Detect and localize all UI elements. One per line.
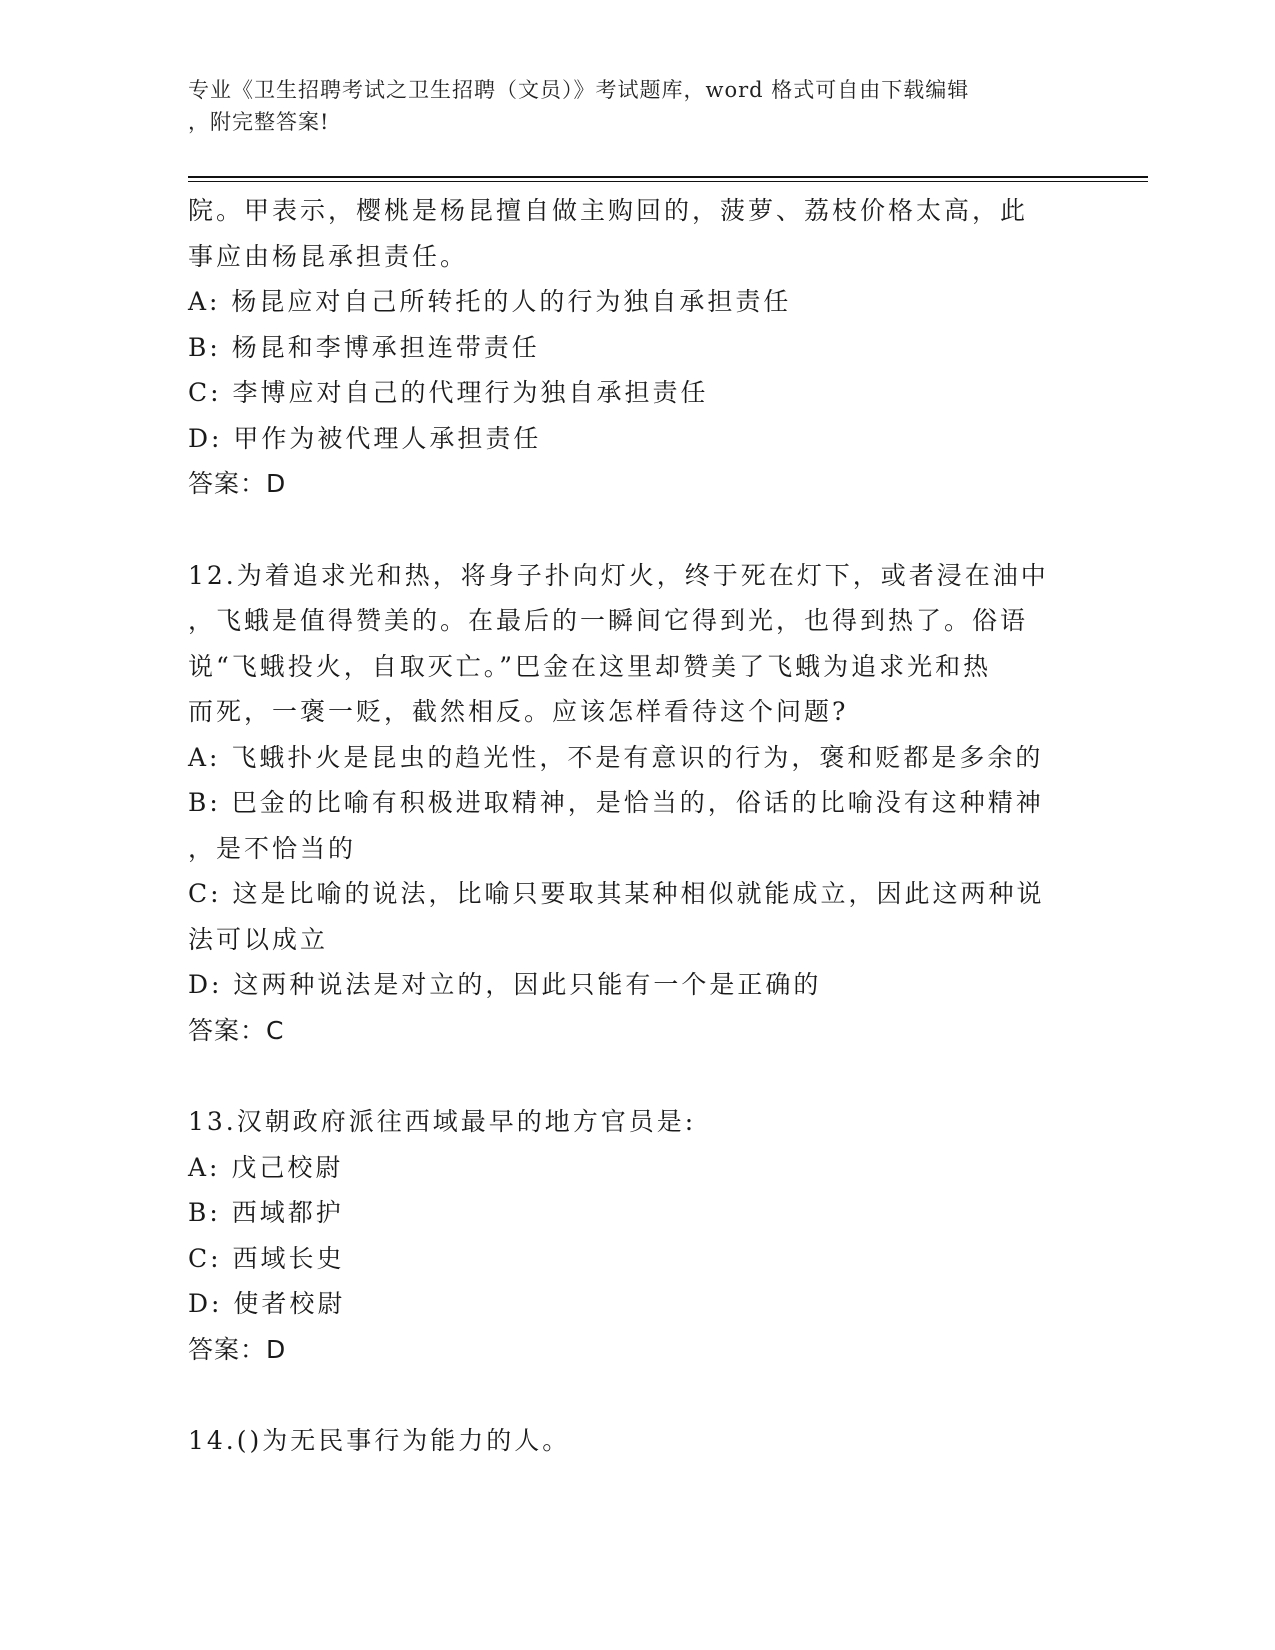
- option-b: B: 西域都护: [188, 1198, 344, 1227]
- option-b: B: 巴金的比喻有积极进取精神，是恰当的，俗话的比喻没有这种精神: [188, 788, 1044, 817]
- question-text-line: 14.()为无民事行为能力的人。: [188, 1426, 571, 1455]
- option-c: C: 西域长史: [188, 1243, 345, 1273]
- option-a: A: 杨昆应对自己所转托的人的行为独自承担责任: [188, 287, 792, 316]
- answer-line: 答案：D: [188, 1334, 287, 1364]
- question-text-line: 说“飞蛾投火，自取灭亡。”巴金在这里却赞美了飞蛾为追求光和热: [188, 651, 992, 681]
- answer-line: 答案：C: [188, 1015, 285, 1045]
- question-12: [188, 553, 1088, 1054]
- question-text-line: 事应由杨昆承担责任。: [188, 241, 469, 271]
- spacer: [188, 507, 1088, 553]
- option-c: C: 这是比喻的说法，比喻只要取其某种相似就能成立，因此这两种说: [188, 879, 1045, 908]
- question-text-line: 院。甲表示，樱桃是杨昆擅自做主购回的，菠萝、荔枝价格太高，此: [188, 196, 1029, 225]
- option-a: A: 戊己校尉: [188, 1152, 344, 1182]
- header-title-line-2: ，附完整答案!: [188, 110, 330, 134]
- question-text-line: 而死，一褒一贬，截然相反。应该怎样看待这个问题?: [188, 697, 849, 726]
- question-14: [188, 1418, 1088, 1464]
- spacer: [188, 1053, 1088, 1099]
- option-c-continued: 法可以成立: [188, 924, 329, 954]
- question-11: [188, 188, 1088, 507]
- answer-line: 答案：D: [188, 469, 287, 498]
- option-a: A: 飞蛾扑火是昆虫的趋光性，不是有意识的行为，褒和贬都是多余的: [188, 742, 1044, 772]
- option-d: D: 甲作为被代理人承担责任: [188, 423, 542, 453]
- option-d: D: 这两种说法是对立的，因此只能有一个是正确的: [188, 970, 822, 999]
- option-d: D: 使者校尉: [188, 1289, 346, 1318]
- option-c: C: 李博应对自己的代理行为独自承担责任: [188, 378, 709, 407]
- spacer: [188, 1372, 1088, 1418]
- question-text-line: 12.为着追求光和热，将身子扑向灯火，终于死在灯下，或者浸在油中: [188, 560, 1049, 590]
- header-rule-thin: [188, 181, 1148, 182]
- header-title-line-1: 专业《卫生招聘考试之卫生招聘（文员）》考试题库，word 格式可自由下载编辑: [188, 78, 970, 102]
- option-b: B: 杨昆和李博承担连带责任: [188, 332, 540, 362]
- question-text-line: ，飞蛾是值得赞美的。在最后的一瞬间它得到光，也得到热了。俗语: [188, 606, 1029, 635]
- page-header: [188, 74, 1068, 138]
- question-text-line: 13.汉朝政府派往西域最早的地方官员是:: [188, 1107, 697, 1136]
- header-rule-thick: [188, 176, 1148, 178]
- option-b-continued: ，是不恰当的: [188, 833, 357, 863]
- question-content: [188, 188, 1088, 1464]
- question-13: [188, 1099, 1088, 1372]
